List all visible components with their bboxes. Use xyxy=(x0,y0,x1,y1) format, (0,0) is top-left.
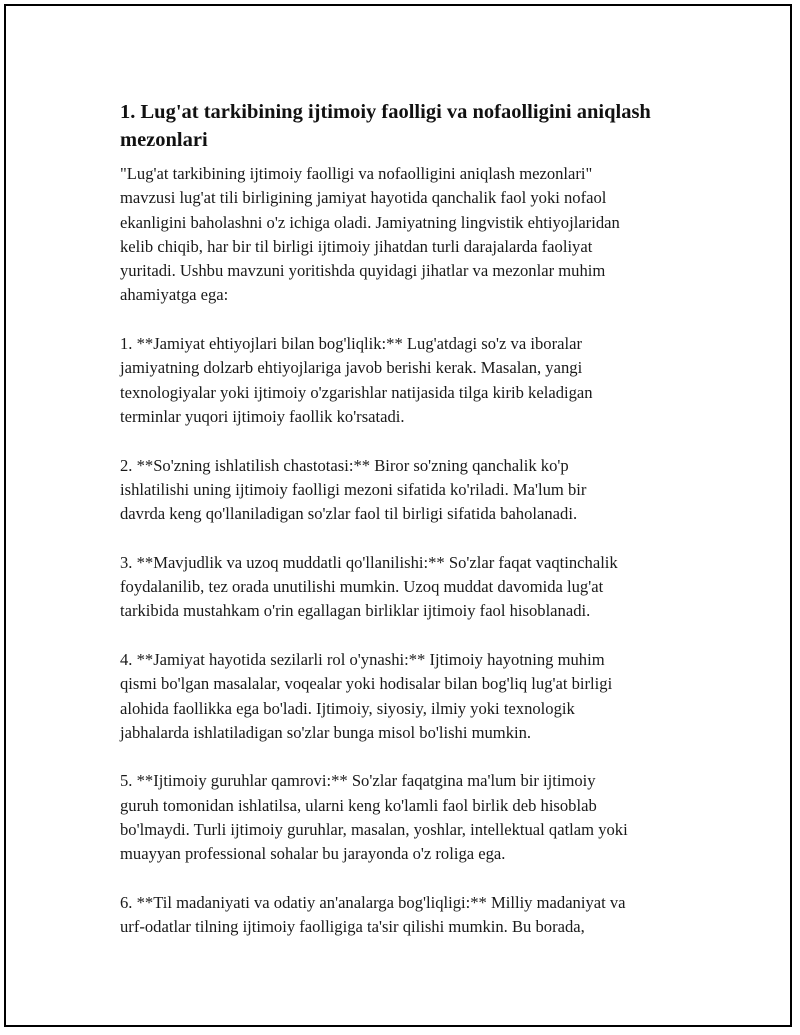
criterion-paragraph-3: 3. **Mavjudlik va uzoq muddatli qo'llanilishi:** So'zlar faqat vaqtinchalik foydalanilib, tez orada unutilishi mumkin. Uzoq muddat davomida lug'at tarkibida mustahkam o'rin egallagan birliklar ijtimoiy faol hisoblanadi. xyxy=(120,552,618,621)
criterion-paragraph-4: 4. **Jamiyat hayotida sezilarli rol o'ynashi:** Ijtimoiy hayotning muhim qismi bo'lgan masalalar, voqealar yoki hodisalar bilan bog'liq lug'at birligi alohida faollikka ega bo'ladi. Ijtimoiy, siyosiy, ilmiy yoki texnologik jabhalarda ishlatiladigan so'zlar bunga misol bo'lishi mumkin. xyxy=(120,649,613,742)
criterion-paragraph-2: 2. **So'zning ishlatilish chastotasi:** Biror so'zning qanchalik ko'p ishlatilishi uning ijtimoiy faolligi mezoni sifatida ko'riladi. Ma'lum bir davrda keng qo'llaniladigan so'zlar faol til birligi sifatida baholanadi. xyxy=(120,455,587,524)
document-page xyxy=(4,4,792,1027)
criterion-paragraph-5: 5. **Ijtimoiy guruhlar qamrovi:** So'zlar faqatgina ma'lum bir ijtimoiy guruh tomonidan ishlatilsa, ularni keng ko'lamli faol birlik deb hisoblab bo'lmaydi. Turli ijtimoiy guruhlar, masalan, yoshlar, intellektual qatlam yoki muayyan professional sohalar bu jarayonda o'z roliga ega. xyxy=(120,771,628,864)
document-content xyxy=(120,98,700,940)
criterion-paragraph-1: 1. **Jamiyat ehtiyojlari bilan bog'liqlik:** Lug'atdagi so'z va iboralar jamiyatning dolzarb ehtiyojlariga javob berishi kerak. Masalan, yangi texnologiyalar yoki ijtimoiy o'zgarishlar natijasida tilga kirib keladigan terminlar yuqori ijtimoiy faollik ko'rsatadi. xyxy=(120,334,593,426)
intro-paragraph: "Lug'at tarkibining ijtimoiy faolligi va nofaolligini aniqlash mezonlari" mavzusi lug'at tili birligining jamiyat hayotida qanchalik faol yoki nofaol ekanligini baholashni o'z ichiga oladi. Jamiyatning lingvistik ehtiyojlaridan kelib chiqib, har bir til birligi ijtimoiy jihatdan turli darajalarda faoliyat yuritadi. Ushbu mavzuni yoritishda quyidagi jihatlar va mezonlar muhim ahamiyatga ega: xyxy=(120,164,620,305)
criterion-paragraph-6: 6. **Til madaniyati va odatiy an'analarga bog'liqligi:** Milliy madaniyat va urf-odatlar tilning ijtimoiy faolligiga ta'sir qilishi mumkin. Bu borada, xyxy=(120,892,626,937)
document-title: 1. Lug'at tarkibining ijtimoiy faolligi va nofaolligini aniqlash mezonlari xyxy=(120,101,651,151)
